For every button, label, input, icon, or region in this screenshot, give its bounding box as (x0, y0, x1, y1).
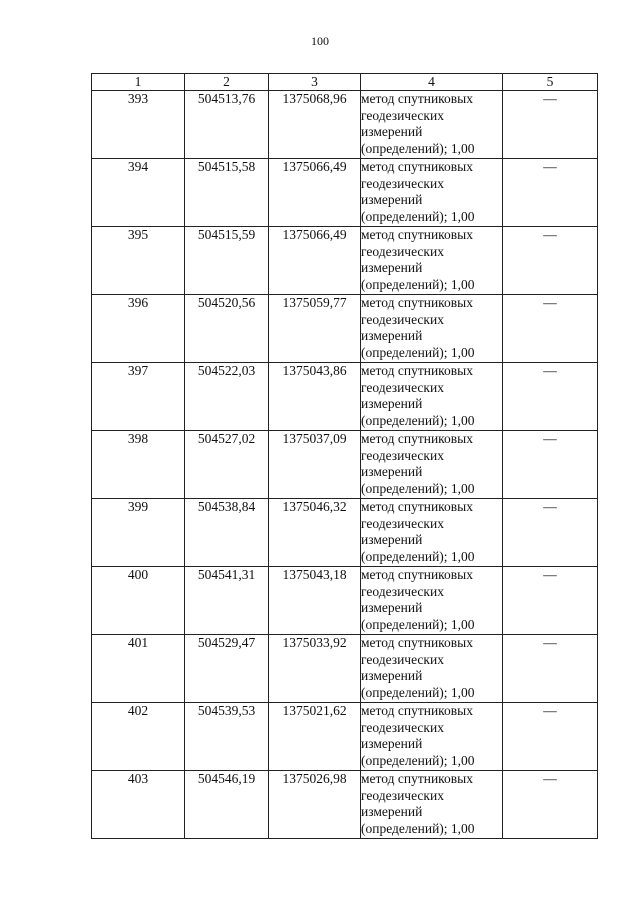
x-coordinate-cell: 504541,31 (185, 567, 269, 635)
y-coordinate-cell: 1375043,18 (269, 567, 361, 635)
method-cell: метод спутниковых геодезических измерений (определений); 1,00 (361, 159, 503, 227)
method-cell: метод спутниковых геодезических измерений (определений); 1,00 (361, 363, 503, 431)
dash-mark: — (543, 159, 557, 174)
dash-mark: — (543, 499, 557, 514)
point-number-cell: 398 (92, 431, 185, 499)
y-coordinate-cell: 1375037,09 (269, 431, 361, 499)
y-coordinate-cell: 1375043,86 (269, 363, 361, 431)
note-cell (503, 159, 598, 227)
note-cell (503, 771, 598, 839)
header-row (92, 74, 598, 91)
x-coordinate-cell: 504513,76 (185, 91, 269, 159)
method-cell: метод спутниковых геодезических измерений (определений); 1,00 (361, 635, 503, 703)
point-number-cell: 402 (92, 703, 185, 771)
header-col-4: 4 (361, 74, 503, 91)
note-cell (503, 567, 598, 635)
method-cell: метод спутниковых геодезических измерений (определений); 1,00 (361, 771, 503, 839)
y-coordinate-cell: 1375026,98 (269, 771, 361, 839)
table-row (92, 431, 598, 499)
point-number-cell: 395 (92, 227, 185, 295)
x-coordinate-cell: 504539,53 (185, 703, 269, 771)
point-number-cell: 399 (92, 499, 185, 567)
point-number-cell: 393 (92, 91, 185, 159)
x-coordinate-cell: 504520,56 (185, 295, 269, 363)
method-cell: метод спутниковых геодезических измерений (определений); 1,00 (361, 703, 503, 771)
dash-mark: — (543, 227, 557, 242)
dash-mark: — (543, 91, 557, 106)
table-body (92, 91, 598, 839)
table-row (92, 159, 598, 227)
y-coordinate-cell: 1375066,49 (269, 227, 361, 295)
table-row (92, 567, 598, 635)
table-row (92, 363, 598, 431)
dash-mark: — (543, 431, 557, 446)
x-coordinate-cell: 504546,19 (185, 771, 269, 839)
note-cell (503, 431, 598, 499)
point-number-cell: 403 (92, 771, 185, 839)
point-number-cell: 401 (92, 635, 185, 703)
point-number-cell: 394 (92, 159, 185, 227)
dash-mark: — (543, 635, 557, 650)
note-cell (503, 295, 598, 363)
table-row (92, 227, 598, 295)
table-row (92, 499, 598, 567)
y-coordinate-cell: 1375021,62 (269, 703, 361, 771)
note-cell (503, 227, 598, 295)
y-coordinate-cell: 1375033,92 (269, 635, 361, 703)
dash-mark: — (543, 295, 557, 310)
header-col-5: 5 (503, 74, 598, 91)
table-row (92, 771, 598, 839)
x-coordinate-cell: 504529,47 (185, 635, 269, 703)
table-row (92, 703, 598, 771)
x-coordinate-cell: 504515,58 (185, 159, 269, 227)
table-row (92, 295, 598, 363)
coordinates-table (91, 73, 598, 839)
y-coordinate-cell: 1375046,32 (269, 499, 361, 567)
method-cell: метод спутниковых геодезических измерений (определений); 1,00 (361, 499, 503, 567)
table-row (92, 91, 598, 159)
note-cell (503, 91, 598, 159)
point-number-cell: 397 (92, 363, 185, 431)
note-cell (503, 703, 598, 771)
table-header (92, 74, 598, 91)
method-cell: метод спутниковых геодезических измерений (определений); 1,00 (361, 227, 503, 295)
table-row (92, 635, 598, 703)
note-cell (503, 499, 598, 567)
dash-mark: — (543, 703, 557, 718)
dash-mark: — (543, 567, 557, 582)
y-coordinate-cell: 1375059,77 (269, 295, 361, 363)
x-coordinate-cell: 504527,02 (185, 431, 269, 499)
page-number: 100 (311, 34, 329, 48)
dash-mark: — (543, 363, 557, 378)
point-number-cell: 400 (92, 567, 185, 635)
x-coordinate-cell: 504522,03 (185, 363, 269, 431)
point-number-cell: 396 (92, 295, 185, 363)
y-coordinate-cell: 1375066,49 (269, 159, 361, 227)
dash-mark: — (543, 771, 557, 786)
method-cell: метод спутниковых геодезических измерений (определений); 1,00 (361, 91, 503, 159)
x-coordinate-cell: 504515,59 (185, 227, 269, 295)
note-cell (503, 635, 598, 703)
x-coordinate-cell: 504538,84 (185, 499, 269, 567)
method-cell: метод спутниковых геодезических измерений (определений); 1,00 (361, 567, 503, 635)
header-col-1: 1 (92, 74, 185, 91)
note-cell (503, 363, 598, 431)
y-coordinate-cell: 1375068,96 (269, 91, 361, 159)
header-col-2: 2 (185, 74, 269, 91)
method-cell: метод спутниковых геодезических измерений (определений); 1,00 (361, 431, 503, 499)
method-cell: метод спутниковых геодезических измерений (определений); 1,00 (361, 295, 503, 363)
header-col-3: 3 (269, 74, 361, 91)
